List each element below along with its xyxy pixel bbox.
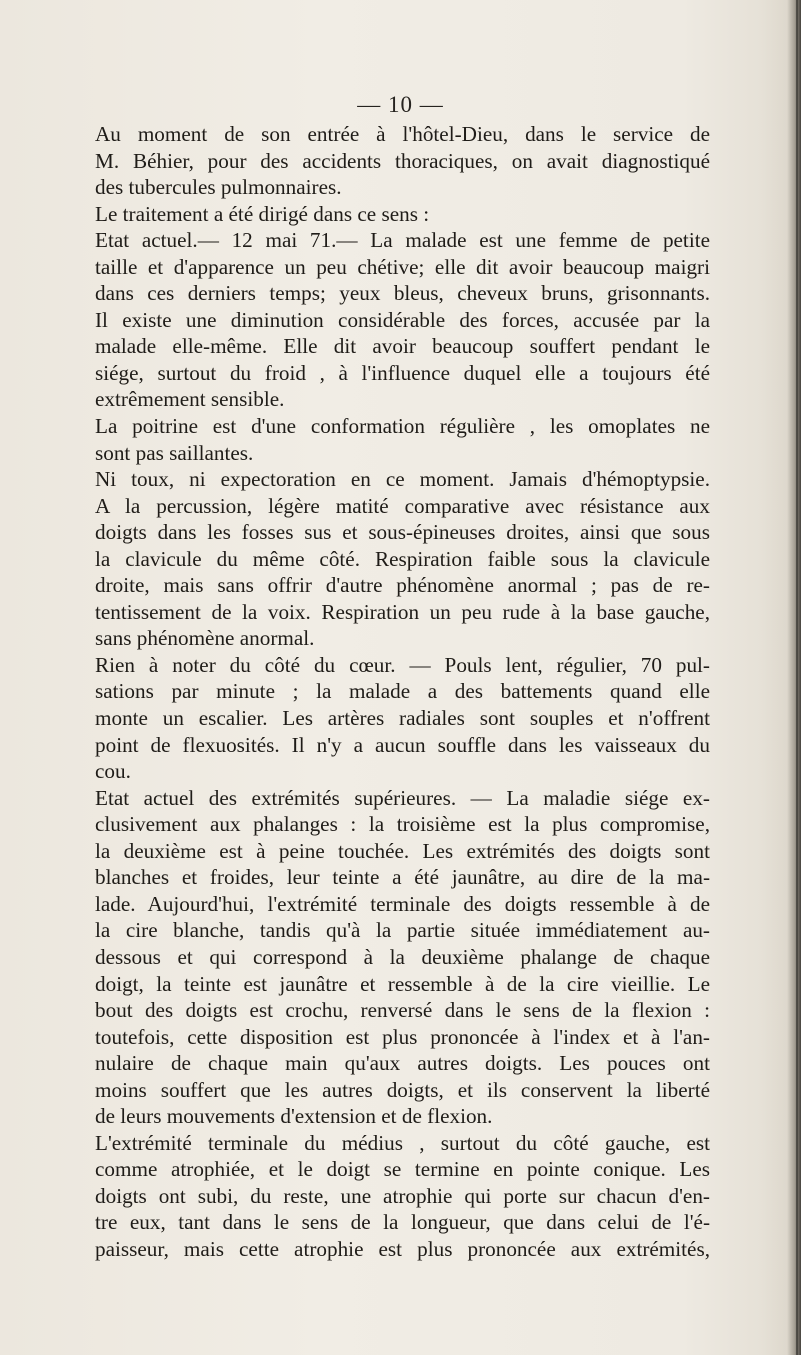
page-number: — 10 — — [357, 92, 444, 117]
text-line: clusivement aux phalanges : la troisième est la plus compromise, — [95, 812, 710, 837]
text-line: M. Béhier, pour des accidents thoraciques, on avait diagnostiqué — [95, 148, 710, 173]
text-line: nulaire de chaque main qu'aux autres doigts. Les pouces ont — [95, 1051, 710, 1076]
text-line: la cire blanche, tandis qu'à la partie située immédiatement au- — [95, 918, 710, 943]
text-line: moins souffert que les autres doigts, et ils conservent la liberté — [95, 1077, 710, 1102]
text-line: droite, mais sans offrir d'autre phénomène anormal ; pas de re- — [95, 573, 710, 598]
text-line: sont pas saillantes. — [95, 440, 254, 465]
text-line: lade. Aujourd'hui, l'extrémité terminale des doigts ressemble à de — [95, 891, 710, 916]
text-line: taille et d'apparence un peu chétive; elle dit avoir beaucoup maigri — [95, 254, 710, 279]
text-line: Etat actuel.— 12 mai 71.— La malade est une femme de petite — [95, 228, 710, 253]
page-edge-line — [796, 0, 798, 1355]
text-line: doigt, la teinte est jaunâtre et ressemble à de la cire vieillie. Le — [95, 971, 710, 996]
text-line: La poitrine est d'une conformation régulière , les omoplates ne — [95, 414, 710, 439]
page-edge-shadow — [787, 0, 801, 1355]
text-line: Rien à noter du côté du cœur. — Pouls lent, régulier, 70 pul- — [95, 652, 710, 677]
text-line: toutefois, cette disposition est plus prononcée à l'index et à l'an- — [95, 1024, 710, 1049]
text-line: tre eux, tant dans le sens de la longueur, que dans celui de l'é- — [95, 1210, 710, 1235]
text-line: extrêmement sensible. — [95, 387, 285, 412]
text-line: siége, surtout du froid , à l'influence duquel elle a toujours été — [95, 360, 710, 385]
text-line: tentissement de la voix. Respiration un peu rude à la base gauche, — [95, 599, 710, 624]
text-line: Etat actuel des extrémités supérieures. — La maladie siége ex- — [95, 785, 710, 810]
text-line: point de flexuosités. Il n'y a aucun souffle dans les vaisseaux du — [95, 732, 710, 757]
text-line: Ni toux, ni expectoration en ce moment. Jamais d'hémoptypsie. — [95, 467, 710, 492]
text-line: malade elle-même. Elle dit avoir beaucoup souffert pendant le — [95, 334, 710, 359]
text-line: doigts ont subi, du reste, une atrophie qui porte sur chacun d'en- — [95, 1183, 710, 1208]
text-line: comme atrophiée, et le doigt se termine en pointe conique. Les — [95, 1157, 710, 1182]
text-line: blanches et froides, leur teinte a été jaunâtre, au dire de la ma- — [95, 865, 710, 890]
text-line: A la percussion, légère matité comparative avec résistance aux — [95, 493, 710, 518]
text-line: bout des doigts est crochu, renversé dans le sens de la flexion : — [95, 998, 710, 1023]
text-line: dans ces derniers temps; yeux bleus, cheveux bruns, grisonnants. — [95, 281, 710, 306]
text-line: la deuxième est à peine touchée. Les extrémités des doigts sont — [95, 838, 710, 863]
text-line: Au moment de son entrée à l'hôtel-Dieu, dans le service de — [95, 122, 710, 146]
text-line: paisseur, mais cette atrophie est plus prononcée aux extrémités, — [95, 1236, 710, 1261]
text-line: L'extrémité terminale du médius , surtout du côté gauche, est — [95, 1130, 710, 1155]
body-text — [95, 121, 710, 1263]
text-line: monte un escalier. Les artères radiales sont souples et n'offrent — [95, 706, 710, 731]
text-line: Il existe une diminution considérable des forces, accusée par la — [95, 307, 710, 332]
text-line: des tubercules pulmonnaires. — [95, 175, 342, 200]
text-line: de leurs mouvements d'extension et de flexion. — [95, 1104, 493, 1129]
text-line: cou. — [95, 759, 131, 784]
text-line: sations par minute ; la malade a des battements quand elle — [95, 679, 710, 704]
text-line: Le traitement a été dirigé dans ce sens : — [95, 201, 430, 226]
text-line: sans phénomène anormal. — [95, 626, 315, 651]
text-line: doigts dans les fosses sus et sous-épineuses droites, ainsi que sous — [95, 520, 710, 545]
text-line: la clavicule du même côté. Respiration faible sous la clavicule — [95, 546, 710, 571]
text-line: dessous et qui correspond à la deuxième phalange de chaque — [95, 944, 710, 969]
